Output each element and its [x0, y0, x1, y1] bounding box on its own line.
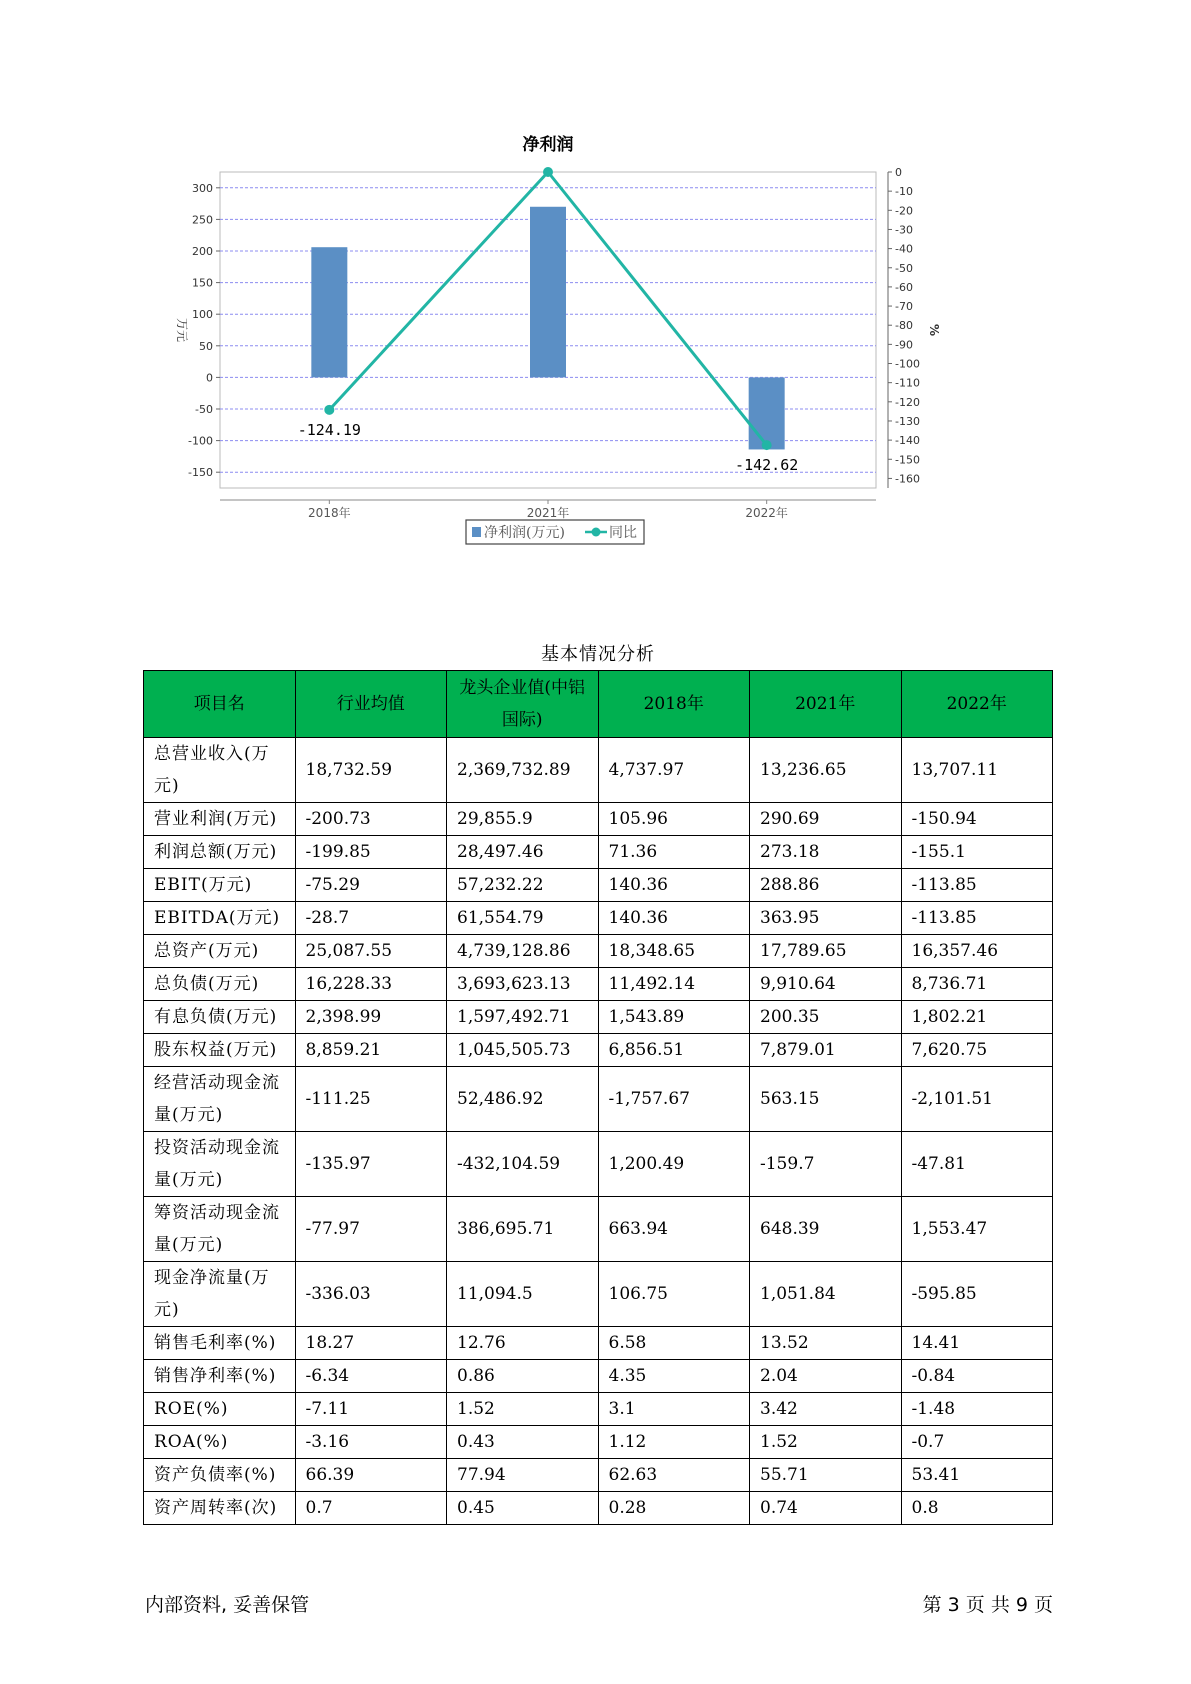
row-label: 总营业收入(万元): [144, 738, 296, 803]
y2-tick-label: -40: [895, 242, 913, 256]
y-tick-label: 100: [192, 308, 213, 322]
table-cell: -28.7: [295, 902, 447, 935]
y2-tick-label: 0: [895, 166, 902, 179]
header-item-name: 项目名: [144, 671, 296, 738]
y-tick-label: 300: [192, 181, 213, 195]
table-cell: -75.29: [295, 869, 447, 902]
y-tick-label: -100: [188, 434, 213, 448]
table-cell: -595.85: [901, 1262, 1053, 1327]
table-cell: -3.16: [295, 1426, 447, 1459]
y2-tick-label: -10: [895, 185, 913, 199]
table-cell: 1,553.47: [901, 1197, 1053, 1262]
table-cell: 7,879.01: [750, 1034, 902, 1067]
row-label: 资产负债率(%): [144, 1459, 296, 1492]
table-row: [144, 1426, 1053, 1459]
table-row: [144, 1067, 1053, 1132]
table-cell: 200.35: [750, 1001, 902, 1034]
table-row: [144, 836, 1053, 869]
y2-tick-label: -80: [895, 319, 913, 333]
table-cell: -113.85: [901, 869, 1053, 902]
row-label: 销售毛利率(%): [144, 1327, 296, 1360]
table-cell: 4,739,128.86: [447, 935, 599, 968]
table-cell: 11,094.5: [447, 1262, 599, 1327]
table-row: [144, 968, 1053, 1001]
table-cell: 66.39: [295, 1459, 447, 1492]
y2-tick-label: -70: [895, 300, 913, 314]
table-cell: -0.7: [901, 1426, 1053, 1459]
table-row: [144, 1459, 1053, 1492]
table-cell: 13,707.11: [901, 738, 1053, 803]
table-cell: -6.34: [295, 1360, 447, 1393]
y2-tick-label: -60: [895, 280, 913, 294]
table-cell: 16,357.46: [901, 935, 1053, 968]
legend-swatch-point: [592, 528, 601, 537]
footer-page-number: 第 3 页 共 9 页: [922, 1594, 1053, 1616]
table-cell: 6.58: [598, 1327, 750, 1360]
y2-tick-label: -30: [895, 223, 913, 237]
table-cell: -111.25: [295, 1067, 447, 1132]
row-label: 筹资活动现金流量(万元): [144, 1197, 296, 1262]
table-cell: 1.52: [447, 1393, 599, 1426]
table-cell: 61,554.79: [447, 902, 599, 935]
y-axis-label: 万元: [175, 317, 189, 343]
y2-tick-label: -50: [895, 261, 913, 275]
table-cell: 29,855.9: [447, 803, 599, 836]
table-cell: 1,200.49: [598, 1132, 750, 1197]
table-cell: 0.74: [750, 1492, 902, 1525]
table-cell: 11,492.14: [598, 968, 750, 1001]
table-row: [144, 1001, 1053, 1034]
y2-tick-label: -160: [895, 472, 920, 486]
table-cell: 0.7: [295, 1492, 447, 1525]
x-tick-label: 2022年: [745, 506, 788, 520]
table-cell: 0.43: [447, 1426, 599, 1459]
y2-axis-label: %: [927, 323, 941, 337]
table-cell: 8,736.71: [901, 968, 1053, 1001]
table-cell: 18.27: [295, 1327, 447, 1360]
table-cell: -150.94: [901, 803, 1053, 836]
table-cell: -47.81: [901, 1132, 1053, 1197]
y2-tick-label: -130: [895, 414, 920, 428]
table-cell: -200.73: [295, 803, 447, 836]
table-cell: 18,732.59: [295, 738, 447, 803]
basic-analysis-table: [143, 670, 1053, 1525]
table-cell: -135.97: [295, 1132, 447, 1197]
table-cell: -7.11: [295, 1393, 447, 1426]
table-cell: 2,369,732.89: [447, 738, 599, 803]
legend-label-bar: 净利润(万元): [484, 525, 565, 541]
data-label: -124.19: [297, 420, 361, 439]
table-cell: 140.36: [598, 869, 750, 902]
yoy-point: [543, 167, 553, 177]
table-cell: 14.41: [901, 1327, 1053, 1360]
table-cell: 0.86: [447, 1360, 599, 1393]
legend-label-line: 同比: [609, 525, 637, 541]
table-cell: 52,486.92: [447, 1067, 599, 1132]
header-2018: 2018年: [598, 671, 750, 738]
table-cell: 106.75: [598, 1262, 750, 1327]
row-label: EBITDA(万元): [144, 902, 296, 935]
row-label: 营业利润(万元): [144, 803, 296, 836]
table-cell: 663.94: [598, 1197, 750, 1262]
y2-tick-label: -110: [895, 376, 920, 390]
table-row: [144, 902, 1053, 935]
table-cell: 17,789.65: [750, 935, 902, 968]
table-cell: 288.86: [750, 869, 902, 902]
y2-tick-label: -100: [895, 357, 920, 371]
y2-tick-label: -20: [895, 204, 913, 218]
header-2021: 2021年: [750, 671, 902, 738]
table-cell: -77.97: [295, 1197, 447, 1262]
table-cell: 648.39: [750, 1197, 902, 1262]
table-row: [144, 935, 1053, 968]
table-row: [144, 1197, 1053, 1262]
table-cell: 18,348.65: [598, 935, 750, 968]
table-header-row: [144, 671, 1053, 738]
table-cell: -113.85: [901, 902, 1053, 935]
table-cell: -432,104.59: [447, 1132, 599, 1197]
row-label: 现金净流量(万元): [144, 1262, 296, 1327]
table-cell: 71.36: [598, 836, 750, 869]
table-cell: 4,737.97: [598, 738, 750, 803]
row-label: 利润总额(万元): [144, 836, 296, 869]
bar: [530, 207, 566, 378]
row-label: 股东权益(万元): [144, 1034, 296, 1067]
table-cell: 1.12: [598, 1426, 750, 1459]
table-cell: 4.35: [598, 1360, 750, 1393]
y-tick-label: 250: [192, 213, 213, 227]
table-cell: 140.36: [598, 902, 750, 935]
table-cell: 55.71: [750, 1459, 902, 1492]
row-label: 有息负债(万元): [144, 1001, 296, 1034]
table-row: [144, 803, 1053, 836]
table-cell: 9,910.64: [750, 968, 902, 1001]
yoy-point: [324, 405, 334, 415]
y-tick-label: 200: [192, 245, 213, 258]
table-cell: 273.18: [750, 836, 902, 869]
table-cell: 62.63: [598, 1459, 750, 1492]
table-row: [144, 869, 1053, 902]
table-cell: 7,620.75: [901, 1034, 1053, 1067]
table-cell: 0.45: [447, 1492, 599, 1525]
table-cell: 1,051.84: [750, 1262, 902, 1327]
table-row: [144, 1262, 1053, 1327]
table-cell: 77.94: [447, 1459, 599, 1492]
row-label: EBIT(万元): [144, 869, 296, 902]
table-cell: 25,087.55: [295, 935, 447, 968]
table-cell: 3.42: [750, 1393, 902, 1426]
row-label: ROE(%): [144, 1393, 296, 1426]
chart-title: 净利润: [522, 135, 574, 155]
table-cell: 13,236.65: [750, 738, 902, 803]
data-label: -142.62: [735, 456, 799, 475]
table-cell: 53.41: [901, 1459, 1053, 1492]
table-cell: -2,101.51: [901, 1067, 1053, 1132]
table-cell: 57,232.22: [447, 869, 599, 902]
table-cell: 0.8: [901, 1492, 1053, 1525]
table-cell: -155.1: [901, 836, 1053, 869]
table-cell: 2,398.99: [295, 1001, 447, 1034]
table-cell: -336.03: [295, 1262, 447, 1327]
table-row: [144, 738, 1053, 803]
table-cell: 2.04: [750, 1360, 902, 1393]
y2-tick-label: -140: [895, 434, 920, 448]
yoy-point: [762, 440, 772, 450]
bar: [311, 247, 347, 377]
table-cell: -159.7: [750, 1132, 902, 1197]
header-industry-avg: 行业均值: [295, 671, 447, 738]
x-tick-label: 2021年: [526, 506, 570, 520]
table-cell: 12.76: [447, 1327, 599, 1360]
table-cell: -199.85: [295, 836, 447, 869]
row-label: 投资活动现金流量(万元): [144, 1132, 296, 1197]
table-cell: 3,693,623.13: [447, 968, 599, 1001]
table-cell: 6,856.51: [598, 1034, 750, 1067]
table-row: [144, 1132, 1053, 1197]
row-label: 销售净利率(%): [144, 1360, 296, 1393]
y-tick-label: 50: [199, 339, 213, 353]
table-cell: 105.96: [598, 803, 750, 836]
table-cell: 13.52: [750, 1327, 902, 1360]
table-cell: 8,859.21: [295, 1034, 447, 1067]
legend-swatch-bar: [472, 527, 481, 537]
header-leader-value: 龙头企业值(中铝国际): [447, 671, 599, 738]
table-cell: 363.95: [750, 902, 902, 935]
y2-tick-label: -120: [895, 395, 920, 409]
table-body: [144, 738, 1053, 1525]
bar: [749, 377, 785, 449]
table-row: [144, 1492, 1053, 1525]
y-tick-label: 150: [192, 276, 213, 290]
row-label: 总资产(万元): [144, 935, 296, 968]
table-cell: 290.69: [750, 803, 902, 836]
row-label: 经营活动现金流量(万元): [144, 1067, 296, 1132]
table-caption: 基本情况分析: [541, 644, 655, 665]
table-cell: -0.84: [901, 1360, 1053, 1393]
net-profit-chart: [170, 130, 1010, 590]
table-cell: 16,228.33: [295, 968, 447, 1001]
x-tick-label: 2018年: [308, 506, 351, 520]
table-cell: 1,802.21: [901, 1001, 1053, 1034]
table-cell: 563.15: [750, 1067, 902, 1132]
table-cell: 1,045,505.73: [447, 1034, 599, 1067]
table-cell: 1.52: [750, 1426, 902, 1459]
header-2022: 2022年: [901, 671, 1053, 738]
row-label: ROA(%): [144, 1426, 296, 1459]
y-tick-label: -50: [195, 403, 213, 416]
table-row: [144, 1327, 1053, 1360]
table-cell: 3.1: [598, 1393, 750, 1426]
y2-tick-label: -150: [895, 453, 920, 467]
row-label: 资产周转率(次): [144, 1492, 296, 1525]
footer-confidential: 内部资料, 妥善保管: [145, 1594, 310, 1616]
table-row: [144, 1034, 1053, 1067]
table-row: [144, 1393, 1053, 1426]
table-cell: 28,497.46: [447, 836, 599, 869]
y-tick-label: 0: [206, 371, 213, 385]
row-label: 总负债(万元): [144, 968, 296, 1001]
table-cell: 0.28: [598, 1492, 750, 1525]
table-cell: 1,543.89: [598, 1001, 750, 1034]
table-cell: 386,695.71: [447, 1197, 599, 1262]
table-cell: -1,757.67: [598, 1067, 750, 1132]
table-cell: 1,597,492.71: [447, 1001, 599, 1034]
y2-tick-label: -90: [895, 338, 913, 352]
table-cell: -1.48: [901, 1393, 1053, 1426]
y-tick-label: -150: [188, 466, 213, 480]
table-row: [144, 1360, 1053, 1393]
